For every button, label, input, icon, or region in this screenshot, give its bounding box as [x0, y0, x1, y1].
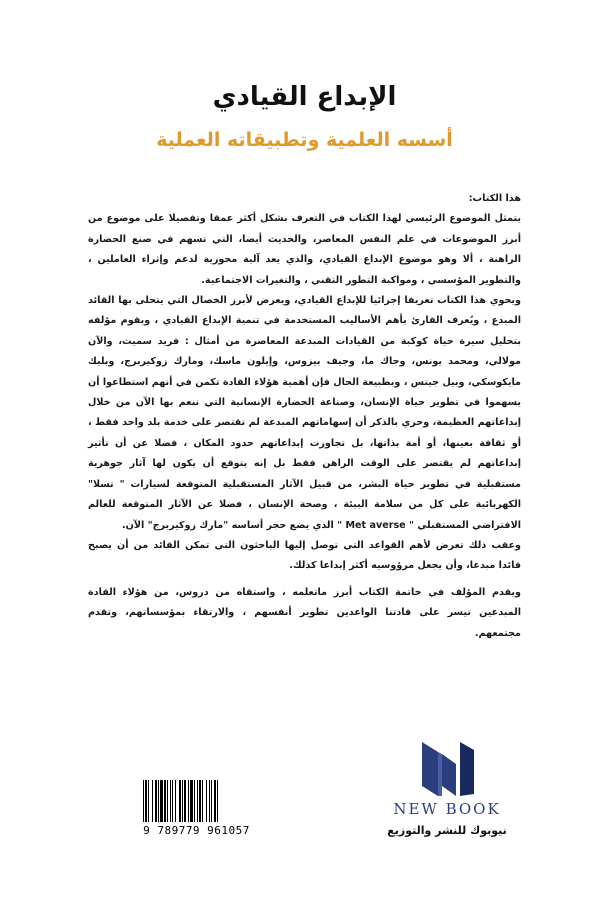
- book-logo-icon: [420, 738, 476, 798]
- publisher-name-en: NEW BOOK: [393, 800, 501, 818]
- barcode-bar: [184, 780, 186, 822]
- publisher-logo: [383, 738, 511, 848]
- barcode-bar: [214, 780, 216, 822]
- barcode-bar: [194, 780, 195, 822]
- barcode-bar: [175, 780, 176, 822]
- publisher-name-ar: نيوبوك للنشر والتوزيع: [387, 824, 507, 837]
- barcode-bar: [158, 780, 159, 822]
- barcode-bar: [197, 780, 198, 822]
- barcode-bar: [206, 780, 207, 822]
- barcode-bar: [217, 780, 218, 822]
- blurb: [88, 189, 521, 644]
- barcode-bar: [160, 780, 163, 822]
- barcode-bar: [164, 780, 166, 822]
- barcode-bar: [209, 780, 210, 822]
- barcode-bar: [170, 780, 171, 822]
- barcode-bar: [155, 780, 157, 822]
- barcode-bar: [167, 780, 168, 822]
- blurb-heading: هذا الكتاب:: [468, 193, 521, 204]
- blurb-paragraph: ويقدم المؤلف في خاتمة الكتاب أبرز ماتعلمه ، واستقاه من دروس، من هؤلاء القادة المبدعين تيسر على قادتنا الواعدين تطوير أنفسهم ، والارتقاء بمؤسساتهم، وتقدم مجتمعهم.: [88, 586, 521, 639]
- barcode-bar: [190, 780, 193, 822]
- barcode-bar: [152, 780, 153, 822]
- barcode-bar: [188, 780, 189, 822]
- blurb-paragraph: ويحوي هذا الكتاب تعريفا إجرائيا للإبداع القيادي، ويعرض لأبرز الخصال التي يتحلى بها القائد المبدع ، ويُعرف القارئ بأهم الأساليب المستخدمة في تنمية الإبداع القيادي ، ويقوم مؤلفه بتحليل سيرة حياة كوكبة من القيادات المبدعة المعاصرة من أمثال : فريد سميث، والآن مولالي، ومحمد يونس، وجاك ما، وجيف بيزوس، وإيلون ماسك، ومارك زوكيربرج، وبليك مايكوسكي، وبيل جيتس ، وبطبيعة الحال فإن أهمية هؤلاء القادة تكمن في أنهم استطاعوا أن يسهموا في تطوير حياة الإنسان، وصناعة الحضارة الإنسانية التي ننعم بها الآن من خلال إبداعاتهم العظيمة، وحري بالذكر أن إسهاماتهم المبدعة لم تقتصر على خدمة بلد واحد فقط ، أو ثقافة بعينها، أو أمة بذاتها، بل تجاوزت إبداعاتهم حدود المكان ، فضلا عن أن تأثير إبداعاتهم لم يقتصر على الوقت الراهن فقط بل إنه يتوقع أن يكون لها آثار جوهرية مستقبلية في تطوير حياة البشر، من قبيل الآثار المستقبلية المتوقعة لسيارات " تسلا" الكهربائية على كل من سلامة البيئة ، وصحة الإنسان ، فضلا عن الآثار المتوقعة للعالم الافتراضي المستقبلي " Met averse " الذي يضع حجر أساسه "مارك زوكيربرج" الآن.: [88, 295, 521, 531]
- barcode: [141, 778, 252, 842]
- barcode-bar: [148, 780, 149, 822]
- barcode-bar: [211, 780, 212, 822]
- book-subtitle: أسسه العلمية وتطبيقاته العملية: [156, 129, 453, 151]
- barcode-bar: [199, 780, 201, 822]
- barcode-bar: [172, 780, 173, 822]
- barcode-bars: [141, 778, 252, 824]
- barcode-bar: [145, 780, 147, 822]
- barcode-bar: [179, 780, 181, 822]
- barcode-bar: [182, 780, 183, 822]
- barcode-bar: [202, 780, 203, 822]
- blurb-paragraph: يتمثل الموضوع الرئيسي لهذا الكتاب في التعرف بشكل أكثر عمقا وتفصيلا على موضوع من أبرز الموضوعات في علم النفس المعاصر، والحديث أيضا، التي تسهم في صنع الحضارة الراهنة ، ألا وهو موضوع الإبداع القيادي، والذي يعد آلية محورية لدعم وإثراء العاملين ، والتطوير المؤسسي ، ومواكبة التطور التقني ، والتغيرات الاجتماعية.: [88, 213, 521, 286]
- book-title: الإبداع القيادي: [212, 82, 397, 112]
- barcode-bar: [143, 780, 144, 822]
- blurb-paragraph: وعقب ذلك تعرض لأهم القواعد التي توصل إليها الباحثون التي تمكن القائد من أن يصبح قائدا مبدعا، وأن يجعل مرؤوسيه أكثر إبداعا كذلك.: [88, 539, 521, 572]
- isbn-number: 9 789779 961057: [143, 824, 250, 837]
